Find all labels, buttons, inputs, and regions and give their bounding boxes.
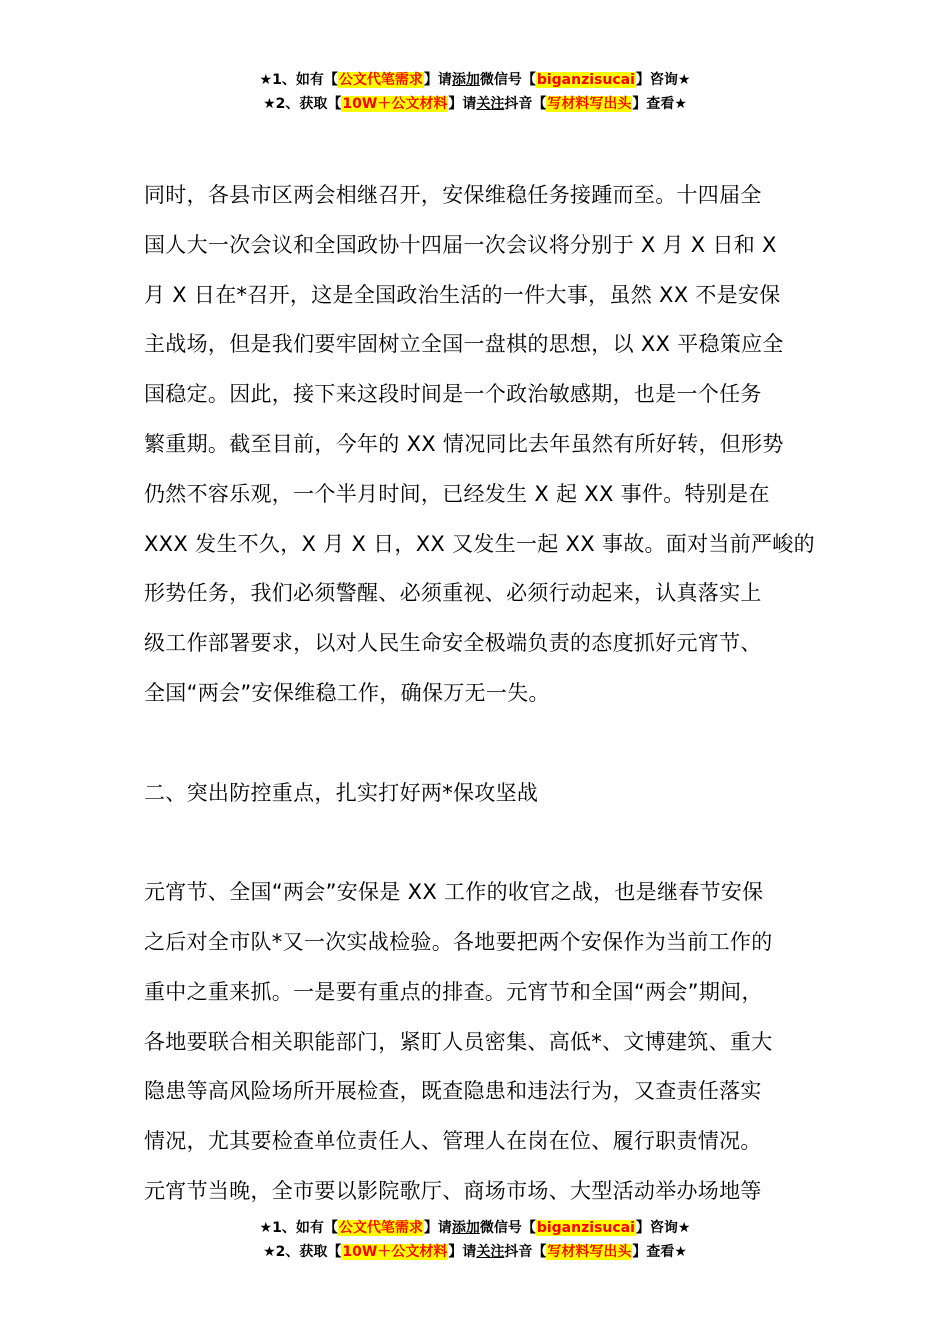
paragraph-spacer	[144, 719, 824, 769]
banner-underlined-text: 关注	[476, 1244, 505, 1260]
text-line: 情况，尤其要检查单位责任人、管理人在岗在位、履行职责情况。	[144, 1129, 762, 1154]
banner-highlight: biganzisucai	[536, 1220, 635, 1236]
text-line: 月 X 日在*召开，这是全国政治生活的一件大事，虽然 XX 不是安保	[144, 282, 781, 307]
banner-underlined-text: 关注	[476, 96, 505, 112]
text-line: 级工作部署要求，以对人民生命安全极端负责的态度抓好元宵节、	[144, 631, 762, 656]
banner-text: ★1、如有【	[259, 1220, 338, 1236]
paragraph-spacer	[144, 818, 824, 868]
heading-text: 二、突出防控重点，扎实打好两*保攻坚战	[144, 780, 539, 805]
banner-text: 微信号【	[479, 1220, 536, 1236]
banner-text: 】咨询★	[635, 72, 691, 88]
banner-text: 微信号【	[479, 72, 536, 88]
banner-text: ★2、获取【	[263, 1244, 342, 1260]
text-line: 仍然不容乐观，一个半月时间，已经发生 X 起 XX 事件。特别是在	[144, 481, 770, 506]
banner-highlight: 10W＋公文材料	[342, 1244, 448, 1260]
text-line: 繁重期。截至目前，今年的 XX 情况同比去年虽然有所好转，但形势	[144, 431, 784, 456]
text-line: 元宵节、全国“两会”安保是 XX 工作的收官之战，也是继春节安保	[144, 880, 764, 905]
banner-text: 抖音【	[504, 96, 547, 112]
banner-highlight: 写材料写出头	[547, 96, 632, 112]
banner-underlined-text: 添加	[451, 72, 480, 88]
banner-highlight: biganzisucai	[536, 72, 635, 88]
banner-text: 】请	[423, 1220, 452, 1236]
text-line: 各地要联合相关职能部门，紧盯人员密集、高低*、文博建筑、重大	[144, 1029, 773, 1054]
text-line: XXX 发生不久，X 月 X 日，XX 又发生一起 XX 事故。面对当前严峻的	[144, 531, 815, 556]
banner-text: 】查看★	[632, 1244, 687, 1260]
text-line: 主战场，但是我们要牢固树立全国一盘棋的思想，以 XX 平稳策应全	[144, 332, 784, 357]
banner-highlight: 公文代笔需求	[338, 72, 423, 88]
banner-line-1	[0, 68, 950, 92]
banner-highlight: 公文代笔需求	[338, 1220, 423, 1236]
banner-text: 】请	[448, 1244, 477, 1260]
text-line: 形势任务，我们必须警醒、必须重视、必须行动起来，认真落实上	[144, 581, 762, 606]
text-line: 国稳定。因此，接下来这段时间是一个政治敏感期，也是一个任务	[144, 382, 762, 407]
text-line: 同时，各县市区两会相继召开，安保维稳任务接踵而至。十四届全	[144, 183, 762, 207]
banner-text: 】咨询★	[635, 1220, 691, 1236]
banner-underlined-text: 添加	[451, 1220, 480, 1236]
text-line: 重中之重来抓。一是要有重点的排查。元宵节和全国“两会”期间，	[144, 979, 763, 1004]
banner-text: 】请	[423, 72, 452, 88]
paragraph-1	[144, 171, 824, 719]
banner-text: 】查看★	[632, 96, 687, 112]
section-heading	[144, 769, 824, 819]
footer-banner	[0, 1216, 950, 1264]
banner-line-2	[0, 92, 950, 116]
banner-line-1	[0, 1216, 950, 1240]
banner-text: ★1、如有【	[259, 72, 338, 88]
text-line: 国人大一次会议和全国政协十四届一次会议将分别于 X 月 X 日和 X	[144, 232, 777, 257]
banner-text: 】请	[448, 96, 477, 112]
text-line: 隐患等高风险场所开展检查，既查隐患和违法行为，又查责任落实	[144, 1079, 762, 1104]
banner-highlight: 写材料写出头	[547, 1244, 632, 1260]
text-line: 之后对全市队*又一次实战检验。各地要把两个安保作为当前工作的	[144, 929, 773, 954]
banner-line-2	[0, 1240, 950, 1264]
banner-text: ★2、获取【	[263, 96, 342, 112]
document-body	[144, 171, 824, 1217]
banner-highlight: 10W＋公文材料	[342, 96, 448, 112]
text-line: 元宵节当晚，全市要以影院歌厅、商场市场、大型活动举办场地等	[144, 1178, 762, 1203]
banner-text: 抖音【	[504, 1244, 547, 1260]
header-banner	[0, 68, 950, 116]
text-line: 全国“两会”安保维稳工作，确保万无一失。	[144, 680, 550, 705]
paragraph-2	[144, 868, 824, 1217]
